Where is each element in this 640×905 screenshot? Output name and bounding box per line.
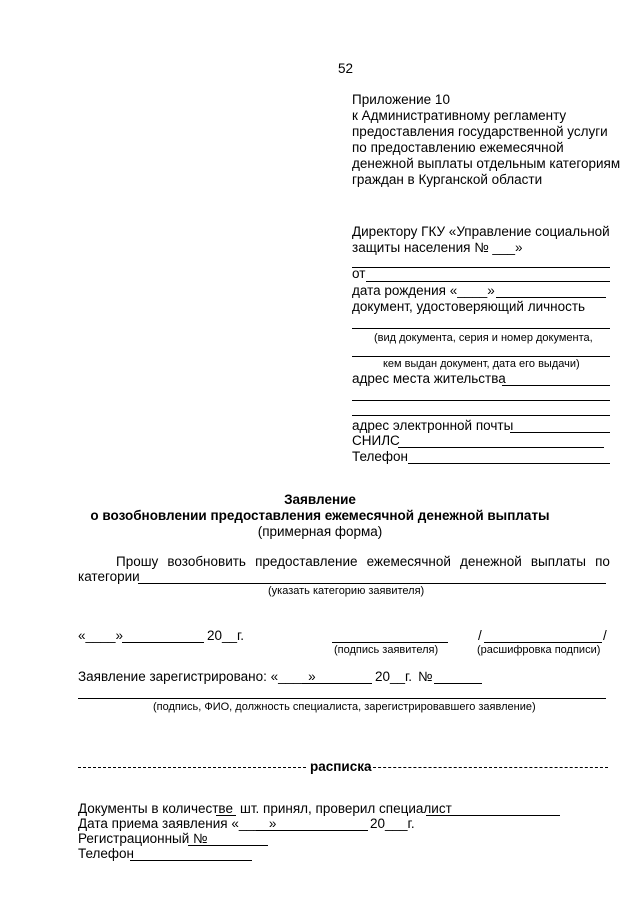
registration-date-field [302,683,372,684]
receipt-phone-field [130,860,252,861]
snils-label: СНИЛС [352,433,400,448]
receipt-reg-no: Регистрационный № [78,831,208,846]
address-field-3 [352,415,610,416]
document-subtitle: о возобновлении предоставления ежемесячной денежной выплаты [90,508,550,523]
registration-year: 20__г. [375,669,413,684]
decode-slash-left: / [478,628,482,643]
dob-label: дата рождения «____» [352,283,495,298]
sign-date: «____» [78,628,124,643]
receipt-date-field [256,830,368,831]
request-word: выплаты [530,554,587,569]
decode-field [484,642,602,643]
decode-hint: (расшифровка подписи) [477,644,601,656]
sign-date-field [122,642,204,643]
doc-label: документ, удостоверяющий личность [352,299,586,314]
document-form-note: (примерная форма) [257,524,383,539]
snils-field [398,447,604,448]
addressee-line-2: защиты населения № ___» [352,240,523,255]
phone-label: Телефон [352,449,409,464]
registration-number: № [418,669,433,684]
doc-field [352,328,610,329]
registration-hint: (подпись, ФИО, должность специалиста, зарегистрировавшего заявление) [153,701,536,713]
request-word: предоставление [255,554,358,569]
appendix-line: по предоставлению ежемесячной [352,140,564,155]
receipt-reg-no-field [188,845,268,846]
registration-label: Заявление зарегистрировано: «____» [78,669,316,684]
request-word: возобновить [167,554,246,569]
addressee-line-1: Директору ГКУ «Управление социальной [352,224,610,239]
registration-number-field [434,683,482,684]
appendix-line: предоставления государственной услуги [352,124,608,139]
request-word: Прошу [116,554,159,569]
request-word: ежемесячной [366,554,451,569]
email-label: адрес электронной почты [352,418,514,433]
page-number: 52 [338,61,354,76]
from-label: от [352,266,366,281]
blank-line [352,267,610,268]
phone-field [408,463,610,464]
receipt-year: 20___г. [370,816,415,831]
receipt-phone: Телефон [78,846,135,861]
appendix-line: к Административному регламенту [352,108,567,123]
decode-slash-right: / [603,628,607,643]
sign-year: 20__г. [207,628,245,643]
address-label: адрес места жительства [352,371,506,386]
appendix-line: граждан в Курганской области [352,172,543,187]
receipt-label: расписка [310,759,372,774]
dob-field [496,297,606,298]
doc-hint-2: кем выдан документ, дата его выдачи) [383,358,580,370]
request-line [116,554,610,570]
request-word: денежной [460,554,522,569]
receipt-docs-a: Документы в количестве [78,801,233,816]
receipt-date-label: Дата приема заявления «____» [78,816,277,831]
receipt-docs-b: шт. принял, проверил специалист [240,801,452,816]
document-title: Заявление [284,492,356,507]
receipt-divider-right [368,767,608,768]
appendix-line: денежной выплаты отдельным категориям [352,156,621,171]
doc-hint-1: (вид документа, серия и номер документа, [374,332,593,344]
email-field [510,432,610,433]
doc-field-2 [352,356,610,357]
address-field [502,385,610,386]
signature-hint: (подпись заявителя) [334,644,439,656]
appendix-line: Приложение 10 [352,92,450,107]
signature-field [332,642,448,643]
category-field [138,583,606,584]
receipt-divider-left [78,767,306,768]
address-field-2 [352,400,610,401]
request-word: по [595,554,610,569]
from-field [366,281,610,282]
registration-sign-field [78,698,606,699]
receipt-specialist-field [426,815,560,816]
category-label: категории [78,569,140,584]
category-hint: (указать категорию заявителя) [268,585,425,597]
